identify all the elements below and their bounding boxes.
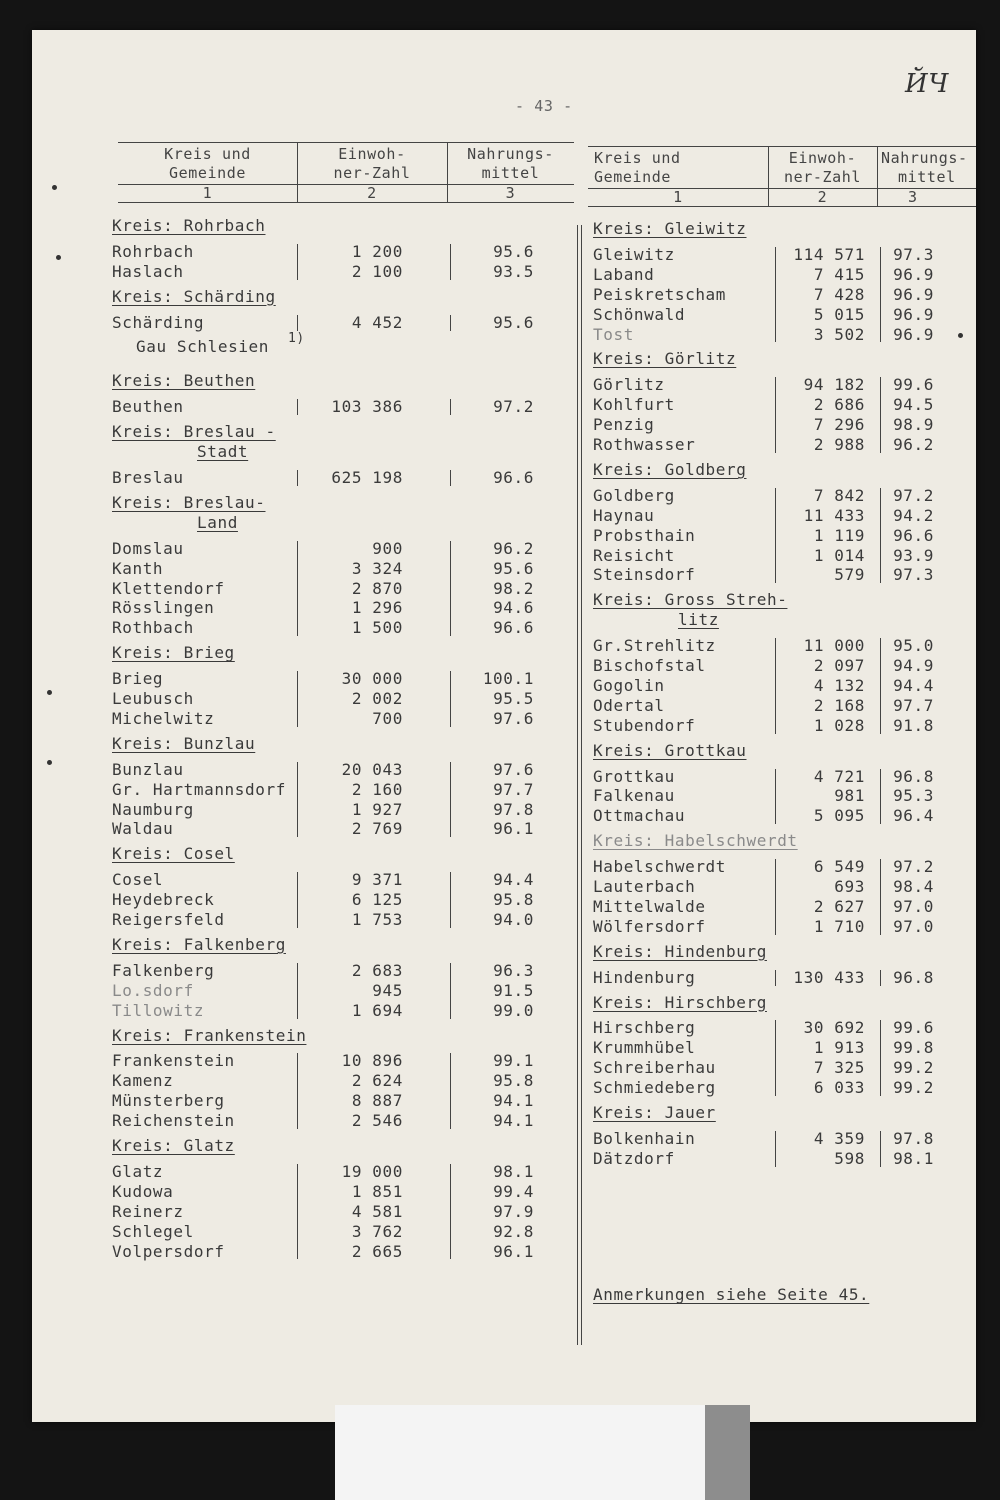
left-cell-einwohner: 945 xyxy=(372,980,403,1000)
right-cell-einwohner: 6 549 xyxy=(813,857,865,877)
right-cell-gemeinde: Mittelwalde xyxy=(593,896,706,916)
left-cell-einwohner: 1 851 xyxy=(351,1181,403,1201)
right-cell-gemeinde: Ottmachau xyxy=(593,806,686,826)
left-cell-einwohner: 9 371 xyxy=(351,870,403,890)
left-cell-einwohner: 2 665 xyxy=(351,1241,403,1261)
right-cell-einwohner: 5 095 xyxy=(813,806,865,826)
left-col1-index: 1 xyxy=(202,184,213,202)
left-cell-nahrungsmittel: 99.4 xyxy=(493,1181,534,1201)
left-cell-nahrungsmittel: 97.7 xyxy=(493,779,534,799)
right-col1-header: Kreis und xyxy=(594,149,681,167)
left-col2-header: ner-Zahl xyxy=(333,164,411,182)
left-cell-nahrungsmittel: 97.9 xyxy=(493,1201,534,1221)
left-cell-nahrungsmittel: 95.6 xyxy=(493,312,534,332)
right-cell-nahrungsmittel: 99.2 xyxy=(893,1058,934,1078)
right-header-top-rule xyxy=(588,146,976,147)
right-cell-nahrungsmittel: 99.8 xyxy=(893,1038,934,1058)
left-cell-nahrungsmittel: 98.1 xyxy=(493,1161,534,1181)
right-cell-gemeinde: Görlitz xyxy=(593,375,665,395)
left-cell-gemeinde: Breslau xyxy=(112,468,184,487)
left-cell-einwohner: 20 043 xyxy=(341,759,403,779)
left-column-rule xyxy=(297,762,298,838)
right-column-rule xyxy=(880,488,881,584)
left-cell-gemeinde: Reichenstein xyxy=(112,1111,235,1131)
left-column-rule xyxy=(297,541,298,637)
left-cell-gemeinde: Reigersfeld xyxy=(112,910,225,929)
left-column-rule xyxy=(297,671,298,727)
left-cell-nahrungsmittel: 100.1 xyxy=(482,669,534,689)
left-cell-nahrungsmittel: 96.2 xyxy=(493,538,534,558)
right-cell-einwohner: 1 014 xyxy=(813,545,865,565)
right-col3-header: mittel xyxy=(898,168,956,186)
right-cell-gemeinde: Goldberg xyxy=(593,485,675,505)
left-kreis-title: Kreis: Cosel xyxy=(112,844,235,864)
left-cell-einwohner: 2 683 xyxy=(351,960,403,980)
right-cell-nahrungsmittel: 96.8 xyxy=(893,766,934,786)
right-column-rule xyxy=(775,1131,776,1167)
right-cell-nahrungsmittel: 97.2 xyxy=(893,485,934,505)
left-cell-gemeinde: Glatz xyxy=(112,1161,164,1181)
scan-strip-white xyxy=(335,1405,705,1500)
right-column-rule xyxy=(775,247,776,343)
right-cell-nahrungsmittel: 94.9 xyxy=(893,656,934,675)
right-cell-nahrungsmittel: 97.3 xyxy=(893,565,934,585)
right-column-rule xyxy=(775,769,776,825)
right-cell-gemeinde: Peiskretscham xyxy=(593,284,727,304)
left-cell-nahrungsmittel: 94.4 xyxy=(493,870,534,890)
left-cell-einwohner: 2 100 xyxy=(351,261,403,281)
left-column-rule xyxy=(297,872,298,928)
left-cell-gemeinde: Frankenstein xyxy=(112,1051,235,1071)
left-cell-einwohner: 4 452 xyxy=(351,312,403,332)
left-cell-einwohner: 8 887 xyxy=(351,1091,403,1111)
left-cell-einwohner: 6 125 xyxy=(351,890,403,910)
right-column-rule xyxy=(880,638,881,734)
left-kreis-title-cont: Land xyxy=(197,512,238,532)
left-cell-einwohner: 1 200 xyxy=(351,241,403,261)
left-cell-nahrungsmittel: 97.6 xyxy=(493,759,534,779)
right-cell-einwohner: 7 415 xyxy=(813,264,865,284)
left-cell-nahrungsmittel: 99.1 xyxy=(493,1051,534,1071)
left-cell-nahrungsmittel: 97.2 xyxy=(493,397,534,417)
left-column-rule xyxy=(450,399,451,415)
left-col1-header: Kreis und xyxy=(164,145,251,163)
right-cell-einwohner: 2 168 xyxy=(813,695,865,715)
right-header-divider xyxy=(877,146,878,206)
right-kreis-title-cont: litz xyxy=(678,610,719,630)
right-cell-einwohner: 4 359 xyxy=(813,1128,865,1148)
left-cell-nahrungsmittel: 95.6 xyxy=(493,241,534,261)
left-column-rule xyxy=(450,762,451,838)
right-cell-nahrungsmittel: 91.8 xyxy=(893,715,934,735)
left-cell-gemeinde: Bunzlau xyxy=(112,759,184,779)
right-cell-einwohner: 2 627 xyxy=(813,896,865,916)
left-col3-index: 3 xyxy=(505,184,516,202)
right-cell-gemeinde: Gogolin xyxy=(593,675,665,695)
right-cell-gemeinde: Steinsdorf xyxy=(593,565,696,585)
right-kreis-title: Kreis: Grottkau xyxy=(593,740,747,760)
margin-dot xyxy=(958,333,963,338)
right-cell-gemeinde: Dätzdorf xyxy=(593,1148,675,1168)
left-cell-nahrungsmittel: 96.1 xyxy=(493,1241,534,1261)
left-cell-einwohner: 19 000 xyxy=(341,1161,403,1181)
right-cell-einwohner: 2 686 xyxy=(813,395,865,415)
right-col2-header: ner-Zahl xyxy=(783,168,862,186)
left-cell-gemeinde: Domslau xyxy=(112,538,184,558)
right-cell-einwohner: 7 296 xyxy=(813,415,865,435)
left-cell-nahrungsmittel: 94.6 xyxy=(493,598,534,618)
left-cell-einwohner: 1 296 xyxy=(351,598,403,618)
left-kreis-title: Kreis: Schärding xyxy=(112,286,276,306)
left-cell-nahrungsmittel: 97.8 xyxy=(493,799,534,819)
right-cell-gemeinde: Habelschwerdt xyxy=(593,857,727,877)
right-cell-nahrungsmittel: 96.9 xyxy=(893,324,934,344)
left-cell-gemeinde: Münsterberg xyxy=(112,1091,225,1111)
center-rule xyxy=(581,225,582,1345)
left-column-rule xyxy=(450,671,451,727)
right-cell-gemeinde: Lauterbach xyxy=(593,877,696,896)
right-kreis-title: Kreis: Gross Streh- xyxy=(593,590,788,610)
left-cell-nahrungsmittel: 94.1 xyxy=(493,1111,534,1131)
right-cell-nahrungsmittel: 97.0 xyxy=(893,916,934,936)
left-col3-header: mittel xyxy=(481,164,540,182)
right-cell-einwohner: 1 913 xyxy=(813,1038,865,1058)
left-cell-nahrungsmittel: 95.5 xyxy=(493,689,534,708)
right-cell-gemeinde: Hindenburg xyxy=(593,967,696,987)
left-section-title: Gau Schlesien xyxy=(136,336,270,356)
left-cell-gemeinde: Leubusch xyxy=(112,689,194,708)
right-cell-einwohner: 1 028 xyxy=(813,715,865,735)
right-cell-einwohner: 693 xyxy=(834,877,865,896)
right-cell-einwohner: 6 033 xyxy=(813,1078,865,1098)
right-column-rule xyxy=(880,247,881,343)
right-kreis-title: Kreis: Görlitz xyxy=(593,349,737,369)
left-column-rule xyxy=(450,244,451,280)
right-cell-gemeinde: Reisicht xyxy=(593,545,675,565)
right-cell-einwohner: 7 325 xyxy=(813,1058,865,1078)
left-cell-nahrungsmittel: 93.5 xyxy=(493,261,534,281)
left-cell-einwohner: 1 694 xyxy=(351,1000,403,1020)
left-col1-header: Gemeinde xyxy=(168,164,247,182)
right-cell-nahrungsmittel: 99.6 xyxy=(893,1018,934,1038)
right-column-rule xyxy=(775,1020,776,1096)
left-cell-einwohner: 2 870 xyxy=(351,578,403,598)
left-cell-einwohner: 3 762 xyxy=(351,1221,403,1241)
right-cell-einwohner: 94 182 xyxy=(803,375,865,395)
left-cell-nahrungsmittel: 95.8 xyxy=(493,890,534,910)
right-column-rule xyxy=(775,859,776,935)
right-cell-gemeinde: Rothwasser xyxy=(593,435,696,454)
right-cell-einwohner: 598 xyxy=(834,1148,865,1168)
left-cell-nahrungsmittel: 94.0 xyxy=(493,910,534,929)
left-kreis-title: Kreis: Breslau - xyxy=(112,422,276,442)
left-kreis-title-cont: Stadt xyxy=(197,442,249,462)
right-column-rule xyxy=(775,377,776,453)
left-footnote-marker: 1) xyxy=(288,330,305,346)
left-kreis-title: Kreis: Rohrbach xyxy=(112,216,266,235)
right-cell-einwohner: 7 842 xyxy=(813,485,865,505)
right-cell-nahrungsmittel: 94.4 xyxy=(893,675,934,695)
left-column-rule xyxy=(297,1164,298,1260)
right-cell-einwohner: 4 721 xyxy=(813,766,865,786)
left-cell-einwohner: 103 386 xyxy=(331,397,403,417)
left-cell-nahrungsmittel: 95.8 xyxy=(493,1071,534,1091)
right-cell-einwohner: 5 015 xyxy=(813,304,865,324)
right-cell-einwohner: 2 988 xyxy=(813,435,865,454)
left-cell-einwohner: 30 000 xyxy=(341,669,403,689)
center-rule xyxy=(577,225,578,1345)
left-cell-gemeinde: Rothbach xyxy=(112,618,194,638)
left-cell-gemeinde: Lo.sdorf xyxy=(112,980,194,1000)
right-cell-gemeinde: Wölfersdorf xyxy=(593,916,706,936)
left-cell-gemeinde: Gr. Hartmannsdorf xyxy=(112,779,286,799)
right-cell-nahrungsmittel: 96.6 xyxy=(893,525,934,545)
left-cell-gemeinde: Naumburg xyxy=(112,799,194,819)
right-column-rule xyxy=(775,488,776,584)
left-column-rule xyxy=(297,470,298,486)
right-cell-gemeinde: Penzig xyxy=(593,415,655,435)
left-cell-gemeinde: Rösslingen xyxy=(112,598,215,618)
right-cell-nahrungsmittel: 98.1 xyxy=(893,1148,934,1168)
left-cell-nahrungsmittel: 96.1 xyxy=(493,819,534,839)
left-cell-einwohner: 4 581 xyxy=(351,1201,403,1221)
right-cell-nahrungsmittel: 99.6 xyxy=(893,375,934,395)
left-cell-gemeinde: Reinerz xyxy=(112,1201,184,1221)
left-cell-einwohner: 900 xyxy=(372,538,403,558)
left-column-rule xyxy=(450,470,451,486)
right-cell-gemeinde: Probsthain xyxy=(593,525,696,545)
right-cell-nahrungsmittel: 98.9 xyxy=(893,415,934,435)
left-column-rule xyxy=(450,315,451,331)
left-column-rule xyxy=(297,1053,298,1129)
left-column-rule xyxy=(450,963,451,1019)
footnote-reference: Anmerkungen siehe Seite 45. xyxy=(593,1285,870,1304)
left-cell-gemeinde: Beuthen xyxy=(112,397,184,417)
right-kreis-title: Kreis: Habelschwerdt xyxy=(593,831,798,851)
left-cell-einwohner: 1 927 xyxy=(351,799,403,819)
left-cell-einwohner: 1 500 xyxy=(351,618,403,638)
margin-dot xyxy=(47,760,52,765)
left-column-rule xyxy=(450,1053,451,1129)
left-kreis-title: Kreis: Bunzlau xyxy=(112,733,256,753)
left-column-rule xyxy=(450,1164,451,1260)
left-cell-einwohner: 2 160 xyxy=(351,779,403,799)
right-cell-gemeinde: Schreiberhau xyxy=(593,1058,716,1078)
left-cell-nahrungsmittel: 91.5 xyxy=(493,980,534,1000)
right-col2-index: 2 xyxy=(817,188,828,206)
margin-dot xyxy=(52,185,57,190)
left-cell-gemeinde: Waldau xyxy=(112,819,174,839)
right-cell-einwohner: 579 xyxy=(834,565,865,585)
left-cell-nahrungsmittel: 96.6 xyxy=(493,468,534,487)
left-column-rule xyxy=(297,963,298,1019)
right-cell-nahrungsmittel: 97.0 xyxy=(893,896,934,916)
right-cell-gemeinde: Gr.Strehlitz xyxy=(593,636,716,656)
right-kreis-title: Kreis: Hirschberg xyxy=(593,992,767,1012)
right-kreis-title: Kreis: Jauer xyxy=(593,1103,716,1122)
right-cell-nahrungsmittel: 97.3 xyxy=(893,244,934,264)
right-col1-index: 1 xyxy=(673,188,683,206)
right-cell-einwohner: 11 433 xyxy=(803,505,865,525)
left-cell-gemeinde: Schlegel xyxy=(112,1221,194,1241)
margin-dot xyxy=(47,690,52,695)
left-cell-gemeinde: Kamenz xyxy=(112,1071,174,1091)
left-cell-gemeinde: Cosel xyxy=(112,870,164,890)
left-cell-nahrungsmittel: 92.8 xyxy=(493,1221,534,1241)
left-cell-gemeinde: Schärding xyxy=(112,312,205,332)
right-column-rule xyxy=(775,970,776,986)
right-cell-nahrungsmittel: 96.2 xyxy=(893,435,934,454)
left-kreis-title: Kreis: Breslau- xyxy=(112,492,266,512)
right-cell-nahrungsmittel: 97.8 xyxy=(893,1128,934,1148)
left-cell-nahrungsmittel: 98.2 xyxy=(493,578,534,598)
right-cell-gemeinde: Falkenau xyxy=(593,786,675,806)
right-cell-nahrungsmittel: 96.9 xyxy=(893,264,934,284)
left-cell-gemeinde: Haslach xyxy=(112,261,184,281)
right-cell-einwohner: 114 571 xyxy=(793,244,865,264)
right-column-rule xyxy=(880,769,881,825)
right-cell-gemeinde: Kohlfurt xyxy=(593,395,675,415)
right-cell-nahrungsmittel: 98.4 xyxy=(893,877,934,896)
left-column-rule xyxy=(450,872,451,928)
right-column-rule xyxy=(880,1020,881,1096)
left-kreis-title: Kreis: Beuthen xyxy=(112,371,256,391)
right-cell-gemeinde: Krummhübel xyxy=(593,1038,696,1058)
left-col2-index: 2 xyxy=(367,184,377,202)
right-cell-gemeinde: Laband xyxy=(593,264,655,284)
right-cell-gemeinde: Bolkenhain xyxy=(593,1128,696,1148)
left-cell-gemeinde: Kudowa xyxy=(112,1181,174,1201)
right-cell-gemeinde: Tost xyxy=(593,324,634,344)
right-cell-gemeinde: Grottkau xyxy=(593,766,675,786)
left-kreis-title: Kreis: Glatz xyxy=(112,1136,235,1155)
handwritten-mark: ЙЧ xyxy=(905,69,949,99)
right-kreis-title: Kreis: Gleiwitz xyxy=(593,219,747,238)
left-cell-gemeinde: Michelwitz xyxy=(112,708,215,728)
right-cell-nahrungsmittel: 95.3 xyxy=(893,786,934,806)
left-cell-nahrungsmittel: 96.6 xyxy=(493,618,534,638)
right-cell-einwohner: 4 132 xyxy=(813,675,865,695)
right-cell-gemeinde: Schmiedeberg xyxy=(593,1078,716,1098)
left-cell-nahrungsmittel: 99.0 xyxy=(493,1000,534,1020)
left-cell-gemeinde: Volpersdorf xyxy=(112,1241,225,1261)
right-cell-nahrungsmittel: 99.2 xyxy=(893,1078,934,1098)
left-cell-einwohner: 10 896 xyxy=(341,1051,403,1071)
left-kreis-title: Kreis: Falkenberg xyxy=(112,934,286,954)
right-cell-nahrungsmittel: 97.2 xyxy=(893,857,934,877)
left-cell-einwohner: 2 002 xyxy=(351,689,403,708)
left-cell-einwohner: 2 624 xyxy=(351,1071,403,1091)
right-cell-gemeinde: Bischofstal xyxy=(593,656,706,675)
right-cell-einwohner: 3 502 xyxy=(813,324,865,344)
right-column-rule xyxy=(880,970,881,986)
left-cell-einwohner: 3 324 xyxy=(351,558,403,578)
left-header-top-rule xyxy=(118,142,574,143)
right-cell-gemeinde: Haynau xyxy=(593,505,655,525)
right-cell-gemeinde: Odertal xyxy=(593,695,665,715)
left-cell-einwohner: 700 xyxy=(372,708,403,728)
right-column-rule xyxy=(775,638,776,734)
right-cell-einwohner: 7 428 xyxy=(813,284,865,304)
right-cell-gemeinde: Stubendorf xyxy=(593,715,696,735)
right-cell-nahrungsmittel: 95.0 xyxy=(893,636,934,656)
left-kreis-title: Kreis: Frankenstein xyxy=(112,1025,307,1045)
right-cell-einwohner: 2 097 xyxy=(813,656,865,675)
right-column-rule xyxy=(880,377,881,453)
left-cell-nahrungsmittel: 94.1 xyxy=(493,1091,534,1111)
left-cell-einwohner: 2 546 xyxy=(351,1111,403,1131)
left-column-rule xyxy=(450,541,451,637)
left-cell-gemeinde: Kanth xyxy=(112,558,164,578)
right-cell-gemeinde: Schönwald xyxy=(593,304,686,324)
left-cell-gemeinde: Falkenberg xyxy=(112,960,215,980)
page-number: - 43 - xyxy=(515,97,573,115)
right-cell-nahrungsmittel: 93.9 xyxy=(893,545,934,565)
right-cell-nahrungsmittel: 96.8 xyxy=(893,967,934,987)
right-cell-nahrungsmittel: 94.2 xyxy=(893,505,934,525)
right-cell-einwohner: 1 119 xyxy=(813,525,865,545)
left-cell-nahrungsmittel: 96.3 xyxy=(493,960,534,980)
right-cell-gemeinde: Gleiwitz xyxy=(593,244,675,264)
left-cell-gemeinde: Klettendorf xyxy=(112,578,225,598)
right-kreis-title: Kreis: Goldberg xyxy=(593,459,747,479)
left-col3-header: Nahrungs- xyxy=(467,145,554,163)
left-cell-nahrungsmittel: 95.6 xyxy=(493,558,534,578)
right-cell-einwohner: 11 000 xyxy=(803,636,865,656)
right-cell-nahrungsmittel: 94.5 xyxy=(893,395,934,415)
right-cell-einwohner: 1 710 xyxy=(813,916,865,936)
right-cell-nahrungsmittel: 96.9 xyxy=(893,284,934,304)
left-column-rule xyxy=(297,399,298,415)
right-cell-nahrungsmittel: 97.7 xyxy=(893,695,934,715)
left-column-rule xyxy=(297,244,298,280)
left-col2-header: Einwoh- xyxy=(338,145,406,163)
right-col1-header: Gemeinde xyxy=(594,168,672,186)
right-cell-nahrungsmittel: 96.9 xyxy=(893,304,934,324)
right-col3-header: Nahrungs- xyxy=(881,149,968,167)
left-cell-gemeinde: Heydebreck xyxy=(112,890,215,910)
right-cell-einwohner: 981 xyxy=(834,786,865,806)
left-kreis-title: Kreis: Brieg xyxy=(112,643,235,663)
margin-dot xyxy=(56,255,61,260)
right-col2-header: Einwoh- xyxy=(788,149,857,167)
right-cell-nahrungsmittel: 96.4 xyxy=(893,806,934,826)
right-column-rule xyxy=(880,859,881,935)
right-kreis-title: Kreis: Hindenburg xyxy=(593,941,767,961)
right-cell-einwohner: 30 692 xyxy=(803,1018,865,1038)
left-cell-gemeinde: Rohrbach xyxy=(112,241,194,261)
left-cell-einwohner: 1 753 xyxy=(351,910,403,929)
left-cell-einwohner: 625 198 xyxy=(331,468,403,487)
right-cell-gemeinde: Hirschberg xyxy=(593,1018,696,1038)
left-cell-nahrungsmittel: 97.6 xyxy=(493,708,534,728)
right-col3-index: 3 xyxy=(908,188,918,206)
left-cell-gemeinde: Brieg xyxy=(112,669,164,689)
left-cell-gemeinde: Tillowitz xyxy=(112,1000,205,1020)
scan-strip-gray xyxy=(705,1405,750,1500)
right-cell-einwohner: 130 433 xyxy=(793,967,865,987)
right-column-rule xyxy=(880,1131,881,1167)
left-cell-einwohner: 2 769 xyxy=(351,819,403,839)
